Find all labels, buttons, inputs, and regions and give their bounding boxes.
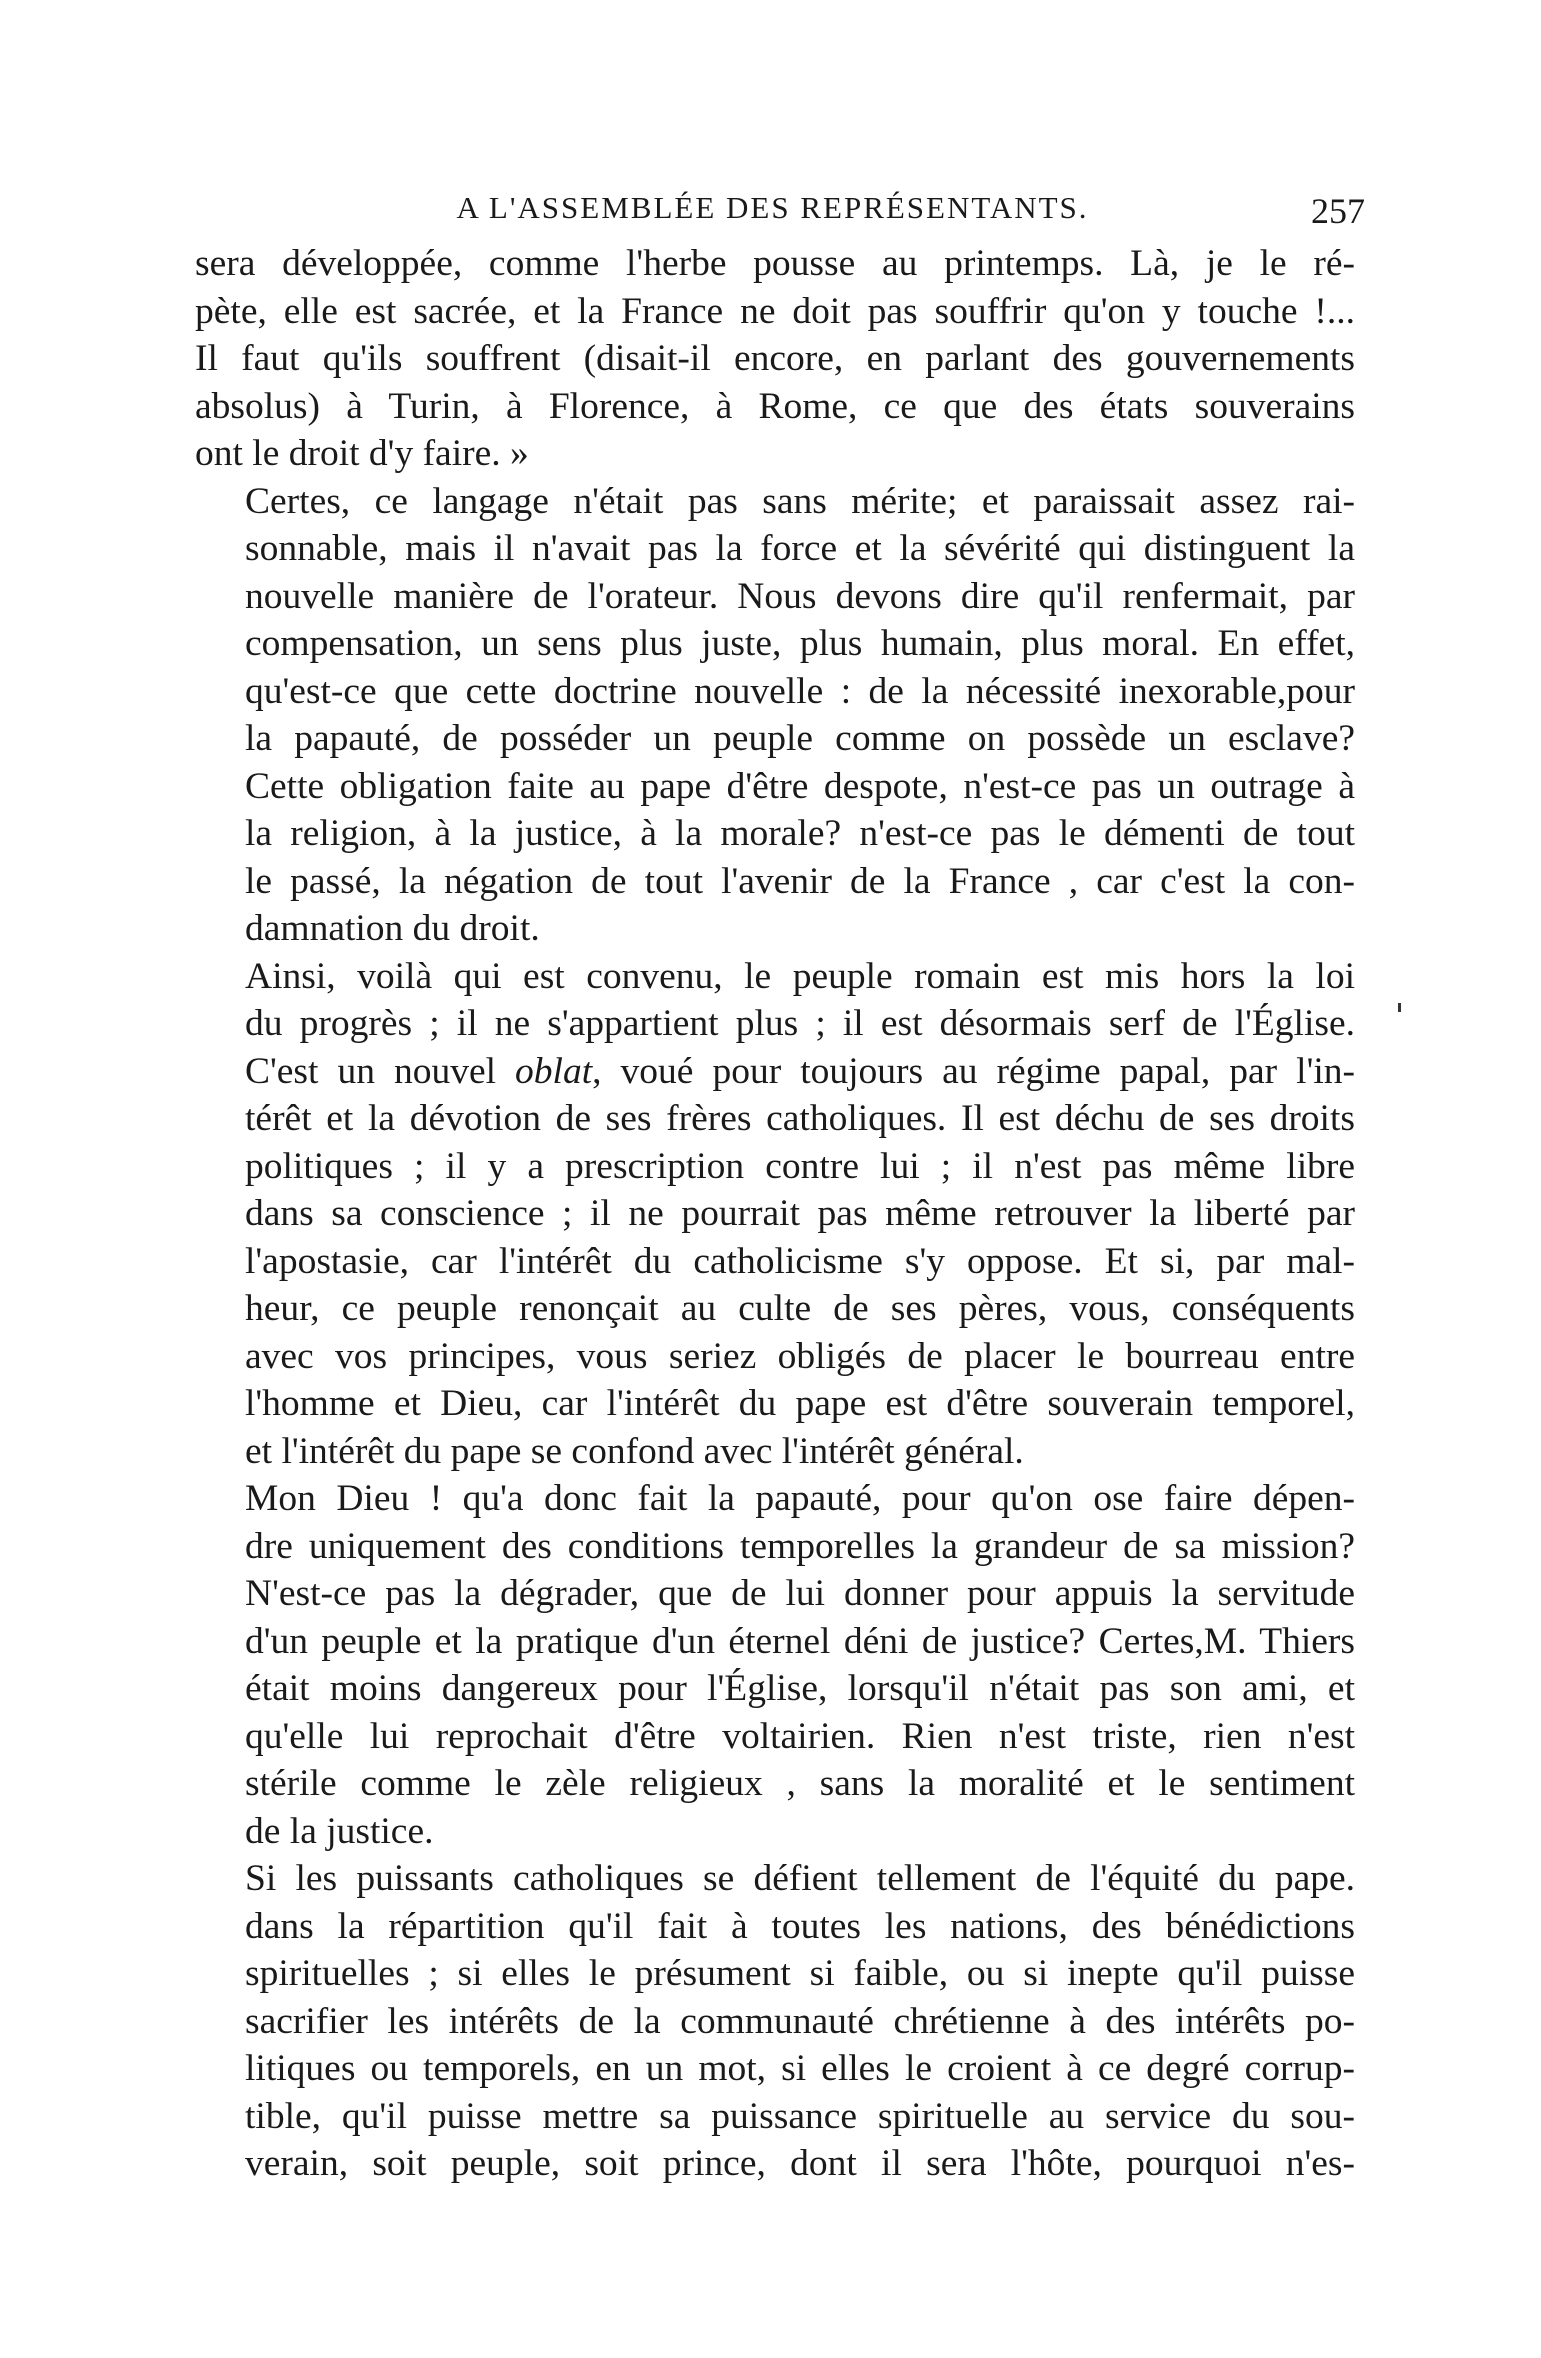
text-line: l'apostasie, car l'intérêt du catholicisme s'y oppose. Et si, par mal- bbox=[245, 1240, 1355, 1282]
text-run: C'est un nouvel bbox=[245, 1050, 516, 1092]
text-line: compensation, un sens plus juste, plus humain, plus moral. En effet, bbox=[245, 623, 1355, 664]
text-line: avec vos principes, vous seriez obligés de placer le bourreau entre bbox=[245, 1335, 1355, 1377]
text-line: sacrifier les intérêts de la communauté chrétienne à des intérêts po- bbox=[245, 2000, 1355, 2042]
text-line: politiques ; il y a prescription contre lui ; il n'est pas même libre bbox=[245, 1145, 1355, 1187]
text-line: absolus) à Turin, à Florence, à Rome, ce que des états souverains bbox=[195, 385, 1355, 427]
text-line: le passé, la négation de tout l'avenir de la France , car c'est la con- bbox=[245, 860, 1355, 902]
text-line: sera développée, comme l'herbe pousse au printemps. Là, je le ré- bbox=[195, 243, 1355, 284]
text-line: térêt et la dévotion de ses frères catholiques. Il est déchu de ses droits bbox=[245, 1098, 1355, 1139]
text-line: était moins dangereux pour l'Église, lorsqu'il n'était pas son ami, et bbox=[245, 1668, 1355, 1709]
paragraph-4 bbox=[195, 1475, 1355, 1855]
text-line: qu'est-ce que cette doctrine nouvelle : de la nécessité inexorable,pour bbox=[245, 670, 1355, 712]
text-line: tible, qu'il puisse mettre sa puissance spirituelle au service du sou- bbox=[245, 2095, 1355, 2137]
running-title: A L'ASSEMBLÉE DES REPRÉSENTANTS. bbox=[456, 190, 1089, 225]
text-line: dre uniquement des conditions temporelles la grandeur de sa mission? bbox=[245, 1525, 1355, 1567]
text-line: spirituelles ; si elles le présument si faible, ou si inepte qu'il puisse bbox=[245, 1953, 1355, 1994]
text-line: heur, ce peuple renonçait au culte de ses pères, vous, conséquents bbox=[245, 1288, 1355, 1329]
text-line: du progrès ; il ne s'appartient plus ; il est désormais serf de l'Église. bbox=[245, 1003, 1355, 1044]
running-head bbox=[180, 190, 1365, 240]
paragraph-2 bbox=[195, 478, 1355, 953]
text-line: ont le droit d'y faire. » bbox=[195, 433, 529, 474]
text-line: et l'intérêt du pape se confond avec l'intérêt général. bbox=[245, 1430, 1024, 1472]
page-number: 257 bbox=[1311, 191, 1365, 231]
text-run: , voué pour toujours au régime papal, par l'in- bbox=[592, 1050, 1355, 1092]
body-text bbox=[195, 240, 1355, 2188]
text-line: Il faut qu'ils souffrent (disait-il encore, en parlant des gouvernements bbox=[195, 338, 1355, 379]
text-line: damnation du droit. bbox=[245, 908, 540, 949]
italic-term: oblat bbox=[515, 1050, 593, 1092]
text-line: sonnable, mais il n'avait pas la force et la sévérité qui distinguent la bbox=[245, 528, 1355, 569]
text-line: Ainsi, voilà qui est convenu, le peuple romain est mis hors la loi bbox=[245, 955, 1355, 997]
margin-speck bbox=[1398, 1003, 1401, 1012]
text-line: l'homme et Dieu, car l'intérêt du pape est d'être souverain temporel, bbox=[245, 1383, 1355, 1424]
paragraph-5 bbox=[195, 1855, 1355, 2188]
paragraph-1 bbox=[195, 240, 1355, 478]
text-line: Cette obligation faite au pape d'être despote, n'est-ce pas un outrage à bbox=[245, 765, 1355, 807]
text-line: de la justice. bbox=[245, 1810, 434, 1852]
text-line-with-italic bbox=[195, 1048, 1355, 1096]
paragraph-3 bbox=[195, 953, 1355, 1476]
text-line: la religion, à la justice, à la morale? n'est-ce pas le démenti de tout bbox=[245, 813, 1355, 854]
text-line: nouvelle manière de l'orateur. Nous devons dire qu'il renfermait, par bbox=[245, 575, 1355, 617]
text-line: pète, elle est sacrée, et la France ne doit pas souffrir qu'on y touche !... bbox=[195, 290, 1355, 332]
text-line: qu'elle lui reprochait d'être voltairien. Rien n'est triste, rien n'est bbox=[245, 1715, 1355, 1757]
text-line: N'est-ce pas la dégrader, que de lui donner pour appuis la servitude bbox=[245, 1573, 1355, 1614]
text-line: Certes, ce langage n'était pas sans mérite; et paraissait assez rai- bbox=[245, 480, 1355, 522]
text-line: Mon Dieu ! qu'a donc fait la papauté, pour qu'on ose faire dépen- bbox=[245, 1478, 1355, 1519]
text-line: verain, soit peuple, soit prince, dont il sera l'hôte, pourquoi n'es- bbox=[245, 2143, 1355, 2184]
text-line: la papauté, de posséder un peuple comme on possède un esclave? bbox=[245, 718, 1355, 759]
text-line: Si les puissants catholiques se défient tellement de l'équité du pape. bbox=[245, 1858, 1355, 1899]
text-line: d'un peuple et la pratique d'un éternel déni de justice? Certes,M. Thiers bbox=[245, 1620, 1355, 1662]
text-line: stérile comme le zèle religieux , sans la moralité et le sentiment bbox=[245, 1763, 1355, 1804]
text-line: dans la répartition qu'il fait à toutes les nations, des bénédictions bbox=[245, 1905, 1355, 1947]
text-line: litiques ou temporels, en un mot, si elles le croient à ce degré corrup- bbox=[245, 2048, 1355, 2089]
text-line: dans sa conscience ; il ne pourrait pas même retrouver la liberté par bbox=[245, 1193, 1355, 1234]
